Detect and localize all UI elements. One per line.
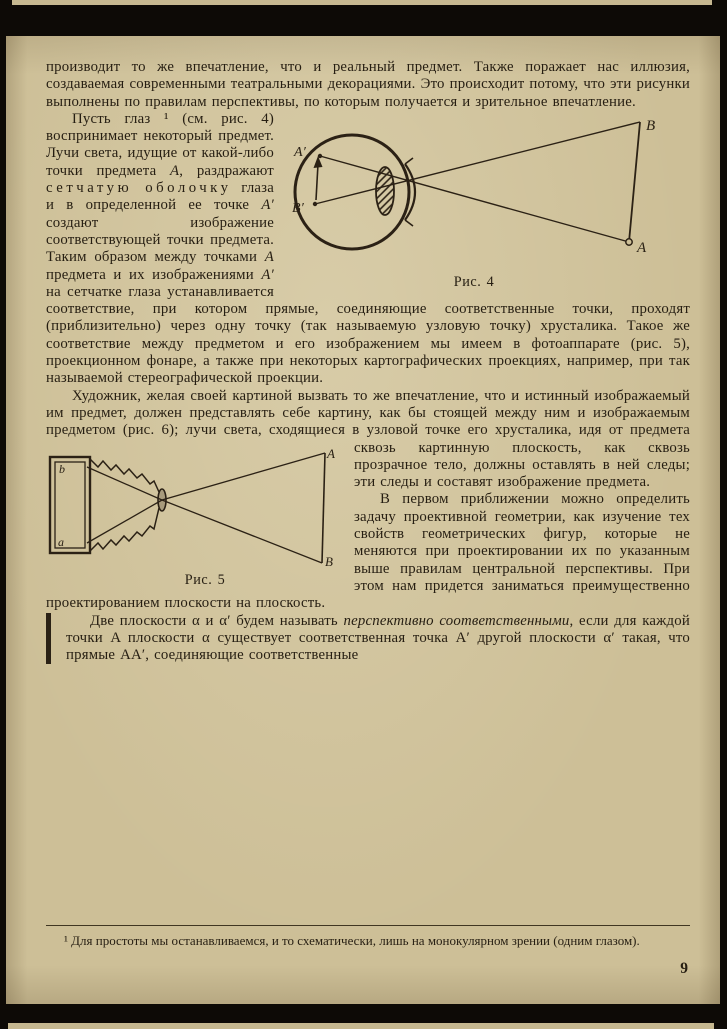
math-var: A′: [261, 197, 274, 214]
label-A: A: [327, 445, 336, 461]
light-ray-a: [320, 156, 629, 242]
paragraph-intro-text: производит то же впечатление, что и реальный предмет. Также поражает нас иллюзия, создаваемая современными театральными декорациями. Это происходит потому, что эти рисунки выполнены по правилам перспективы, по которым получается и зрительное впечатление.: [46, 59, 690, 110]
math-var: A: [170, 162, 180, 179]
retinal-image-arrow: [316, 164, 318, 200]
object-line-AB: [322, 453, 325, 563]
label-A: A: [637, 239, 647, 256]
figure-4-caption: Рис. 4: [453, 273, 495, 290]
footnote-block: [46, 925, 690, 949]
math-var: A: [264, 249, 274, 266]
paragraph-definition-text: , если для каждой точки A плоскости α существует соответственная точка A′ другой плоскости α′ такая, что прямые AA′, соединяющие соответственные: [66, 612, 690, 664]
point-b-prime: [313, 202, 317, 206]
paragraph-eye-text: на сетчатке глаза устанавливается соответствие, при котором прямые, соединяющие соответственные точки, проходят (приблизительно) через одну точку (так называемую узловую точку) хрусталика. Такое же соответствие между предметом и его изображением мы имеем в фотоаппарате (рис. 5), проекционном фонаре, а также при некоторых картографических проекциях, например, при так называемой стереографической проекции.: [46, 283, 690, 387]
paragraph-artist-text: Художник, желая своей картиной вызвать то же впечатление, что и истинный изображаемый им предмет, должен представлять себе картину, как бы стоящей между ним и изображаемым предметом (рис. 6); лучи света, сходящиеся в узловой точке его хрусталика, идя от предмета сквозь картинную: [46, 387, 690, 456]
light-ray-aA: [87, 453, 325, 543]
label-B-prime: B′: [292, 200, 305, 216]
label-a: a: [58, 534, 65, 549]
camera-body-outer: [50, 457, 90, 553]
bellows-bottom: [90, 508, 159, 551]
paragraph-intro: [46, 59, 690, 111]
object-line-ab: [629, 122, 640, 242]
point-a-prime: [318, 154, 322, 158]
label-B: B: [325, 553, 334, 567]
page-number: 9: [680, 960, 688, 977]
paragraph-artist-text: плоскость, как сквозь прозрачное тело, должны оставлять в ней следы; эти следы и составят изображение предмета.: [354, 439, 690, 491]
figure-5-caption: Рис. 5: [184, 571, 226, 588]
paragraph-eye: [46, 111, 690, 388]
footnote-rule: [46, 925, 690, 926]
figure-4: [288, 114, 690, 291]
light-ray-bB: [87, 467, 322, 563]
light-ray-b: [315, 122, 640, 204]
label-b: b: [59, 461, 66, 476]
paragraph-eye-text: глаза и в определенной ее точке: [46, 180, 274, 214]
eye-diagram: [288, 114, 690, 269]
scan-edge-bottom: [8, 1023, 714, 1029]
book-page: [6, 36, 720, 1004]
paragraph-eye-text: Пусть глаз ¹ (см. рис. 4) воспринимает некоторый предмет. Лучи света, идущие от какой-либо точки предмета: [46, 110, 274, 179]
bellows-top: [90, 459, 159, 492]
iris-tick-top: [405, 158, 413, 164]
point-a-marker: [626, 239, 632, 245]
scan-edge-top: [12, 0, 712, 5]
footnote-text: ¹ Для простоты мы останавливаемся, и то схематически, лишь на монокулярном зрении (одним глазом).: [64, 932, 640, 948]
paragraph-definition: [46, 613, 690, 665]
definition-term-italic: перспективно соответственными: [343, 612, 570, 629]
iris-tick-bottom: [405, 220, 413, 226]
emphasis-letterspaced: сетчатую оболочку: [46, 180, 232, 197]
figure-5: [46, 445, 338, 589]
paragraph-eye-text: , раздражают: [179, 162, 274, 179]
label-A-prime: A′: [294, 144, 307, 160]
math-var: A′: [261, 266, 274, 283]
page-text-block: [46, 36, 690, 892]
paragraph-eye-text: предмета и их изображениями: [46, 266, 262, 283]
camera-diagram: [46, 445, 338, 567]
paragraph-eye-text: создают изображение соответствующей точки предмета. Таким образом между точками: [46, 214, 274, 266]
label-B: B: [646, 117, 656, 134]
paragraph-projective-task-text: В первом приближении можно определить задачу проективной геометрии, как изучение тех свойств геометрических фигур, которые не меняются при проектировании их по указанным выше правилам центральной перспективы. При этом нам придется заниматься преимущественно проектированием плоскости на плоскость.: [46, 491, 690, 612]
paragraph-definition-text: Две плоскости α и α′ будем называть: [90, 612, 344, 629]
